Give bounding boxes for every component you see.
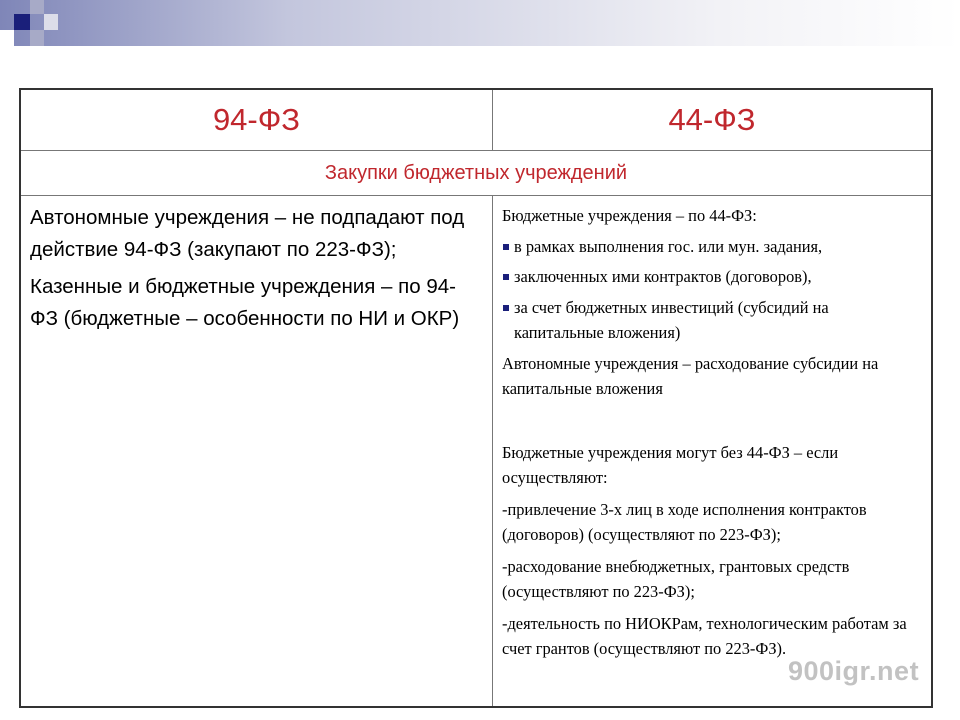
square-bullet-icon: [503, 244, 509, 250]
list-item-text: за счет бюджетных инвестиций (субсидий на капитальные вложения): [514, 297, 829, 342]
exception-item: -деятельность по НИОКРам, технологическим работам за счет грантов (осуществляют по 223-ФЗ).: [502, 613, 907, 658]
list-item-text: заключенных ими контрактов (договоров),: [514, 267, 812, 286]
autonomous-note: Автономные учреждения – расходование субсидии на капитальные вложения: [502, 353, 879, 398]
comparison-table: [19, 88, 933, 708]
decor-square-navy: [14, 14, 30, 30]
left-paragraph: Казенные и бюджетные учреждения – по 94-ФЗ (бюджетные – особенности по НИ и ОКР): [30, 275, 460, 330]
column-divider: [492, 195, 493, 706]
decor-square-white: [0, 30, 14, 46]
header-decor-band: [0, 0, 960, 46]
decor-square-grey: [30, 0, 44, 14]
left-paragraph: Автономные учреждения – не подпадают под действие 94-ФЗ (закупают по 223-ФЗ);: [30, 206, 465, 261]
table-subheader: Закупки бюджетных учреждений: [21, 151, 931, 196]
square-bullet-icon: [503, 305, 509, 311]
exceptions-intro: Бюджетные учреждения могут без 44-ФЗ – если осуществляют:: [502, 442, 839, 487]
decor-square-grey: [30, 30, 44, 46]
decor-square-light: [44, 14, 58, 30]
list-item-text: в рамках выполнения гос. или мун. задания,: [514, 236, 823, 256]
square-bullet-icon: [503, 274, 509, 280]
watermark: 900igr.net: [788, 656, 920, 686]
exception-item: -привлечение 3-х лиц в ходе исполнения контрактов (договоров) (осуществляют по 223-ФЗ);: [502, 499, 867, 544]
list-item: [502, 295, 922, 346]
spacer: [502, 408, 922, 440]
table-header-row: [21, 90, 931, 151]
column-header-94fz: 94-ФЗ: [21, 90, 493, 150]
exception-item: -расходование внебюджетных, грантовых средств (осуществляют по 223-ФЗ);: [502, 556, 850, 601]
left-column-cell: [30, 202, 480, 340]
right-column-cell: [502, 203, 922, 666]
list-item: [502, 264, 922, 290]
list-item: [502, 234, 922, 260]
right-intro: Бюджетные учреждения – по 44-ФЗ:: [502, 206, 757, 225]
column-header-44fz: 44-ФЗ: [668, 102, 756, 137]
